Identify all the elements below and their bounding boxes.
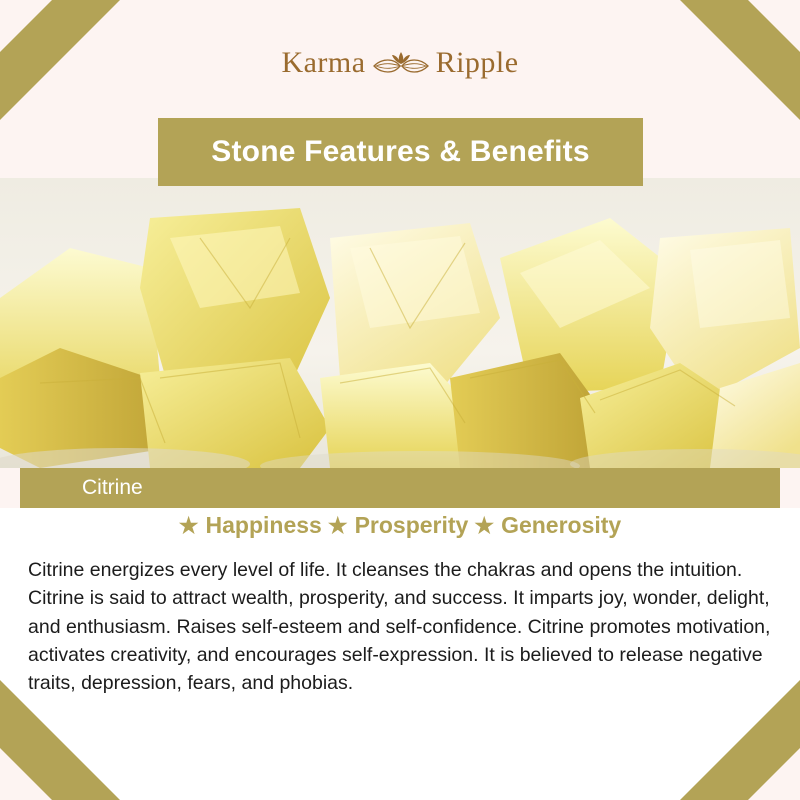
lotus-ornament-icon <box>372 46 430 80</box>
stone-description: Citrine energizes every level of life. It cleanses the chakras and opens the intuition. Citrine is said to attract wealth, prosperity, and success. It imparts joy, wonder, delight, and enthusiasm. Raises self-esteem and self-confidence. Citrine promotes motivation, activates creativity, and encourages self-expression. It is believed to release negative traits, depression, fears, and phobias. <box>28 559 771 695</box>
page-title: Stone Features & Benefits <box>211 135 590 168</box>
keyword-item <box>328 512 469 539</box>
keyword-label: Happiness <box>205 512 322 538</box>
stone-name: Citrine <box>82 476 143 499</box>
star-icon: ★ <box>327 512 348 538</box>
stone-name-bar <box>20 468 780 508</box>
bottom-white-strip <box>0 738 800 800</box>
stone-keywords <box>0 512 800 539</box>
citrine-stones-photo <box>0 178 800 468</box>
keyword-label: Prosperity <box>354 512 469 538</box>
keyword-item <box>474 512 621 539</box>
keyword-item <box>179 512 322 539</box>
star-icon: ★ <box>474 512 495 538</box>
keyword-label: Generosity <box>501 512 622 538</box>
brand-name-right: Ripple <box>435 46 519 79</box>
star-icon: ★ <box>178 512 199 538</box>
page-title-band <box>158 118 643 186</box>
brand-name-left: Karma <box>281 46 366 79</box>
brand-logo <box>0 46 800 80</box>
